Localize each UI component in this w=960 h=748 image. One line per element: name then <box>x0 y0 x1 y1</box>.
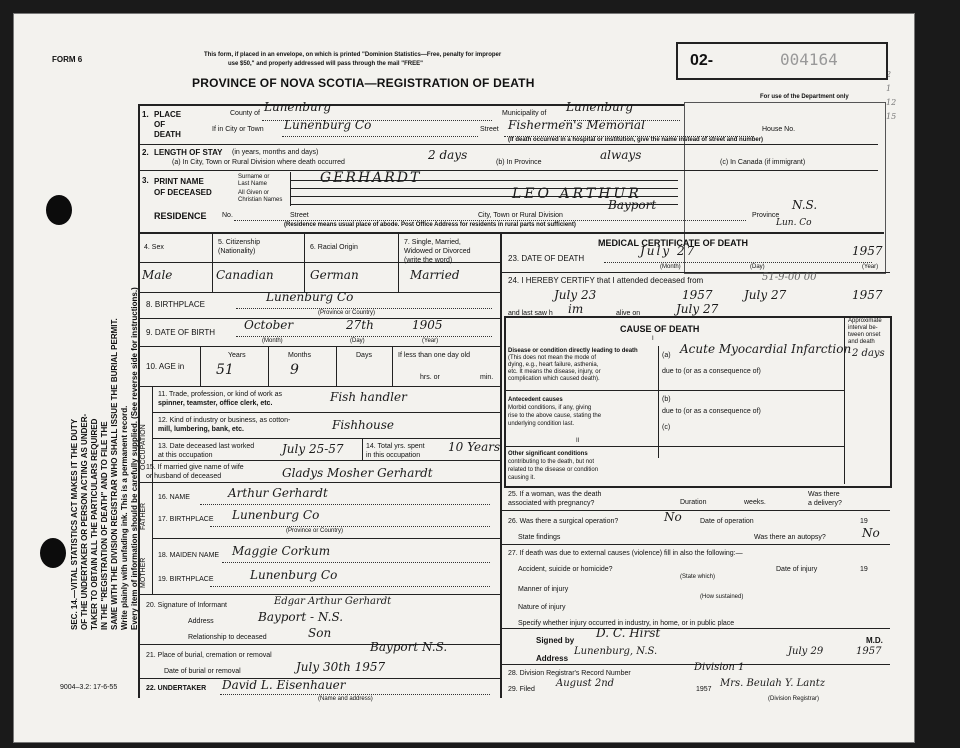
external-causes-label: 27. If death was due to external causes (violence) fill in also the following:— <box>508 550 743 557</box>
last-seen-label: and last saw h <box>508 310 553 317</box>
dod-day-sub: (Day) <box>750 264 765 270</box>
date-of-death-value: July 27 <box>640 244 697 258</box>
mother-birthplace-label: 19. BIRTHPLACE <box>158 576 214 583</box>
rule-line <box>282 136 478 137</box>
birthplace-label: 8. BIRTHPLACE <box>146 300 205 309</box>
filed-label: 29. Filed <box>508 686 535 693</box>
mother-side-label: MOTHER <box>140 557 147 588</box>
dod-year-sub: (Year) <box>862 264 879 270</box>
sex-value: Male <box>142 268 173 282</box>
section2-number: 2. <box>142 148 149 157</box>
rule-line <box>138 594 500 595</box>
citizenship-value: Canadian <box>216 268 274 282</box>
other-conditions-label: Other significant conditions contributing to the death, but not related to the disease or condition causing it. <box>508 451 599 481</box>
birthplace-value: Lunenburg Co <box>266 290 354 304</box>
place-note: (If death occurred in a hospital or institution, give the name instead of street and number) <box>508 137 764 143</box>
surname-label: Surname or Last Name <box>238 174 270 187</box>
mother-name-label: 18. MAIDEN NAME <box>158 552 220 559</box>
stay-b-value: always <box>600 148 642 162</box>
bottom-form-code: 9004–3.2: 17-6-55 <box>60 684 118 691</box>
min-label: min. <box>480 374 494 381</box>
marital-label: 7. Single, Married, Widowed or Divorced (write the word) <box>404 239 471 264</box>
rule-line <box>200 346 201 386</box>
physician-address-value: Lunenburg, N.S. <box>574 646 658 657</box>
age-months-value: 9 <box>290 362 299 378</box>
marital-value: Married <box>410 268 460 282</box>
rule-line <box>220 694 490 695</box>
operation-year-prefix: 19 <box>860 518 868 525</box>
dob-month: October <box>244 318 294 332</box>
weeks-label: weeks. <box>744 499 766 506</box>
father-side-label: FATHER <box>140 502 147 530</box>
father-birthplace-label: 17. BIRTHPLACE <box>158 516 214 523</box>
registrar-sub: (Division Registrar) <box>768 696 820 702</box>
physician-signed-year: 1957 <box>856 646 882 657</box>
rule-line <box>504 390 844 391</box>
residence-city-value: Bayport <box>608 198 657 212</box>
margin-notes: 2 1 12 15 <box>886 70 897 121</box>
given-names-value: LEO ARTHUR <box>512 186 642 202</box>
record-number-value: Division 1 <box>694 662 745 673</box>
mother-birthplace-value: Lunenburg Co <box>250 568 338 582</box>
informant-signature-value: Edgar Arthur Gerhardt <box>274 596 392 607</box>
last-worked-label: 13. Date deceased last worked at this occupation <box>158 443 255 459</box>
residence-note: (Residence means usual place of abode. Post Office Address for residents in rural parts not sufficient) <box>284 222 576 228</box>
trade-label: 11. Trade, profession, or kind of work as spinner, teamster, office clerk, etc. <box>158 391 282 407</box>
undertaker-value: David L. Eisenhauer <box>222 678 346 692</box>
rule-line <box>398 232 399 292</box>
autopsy-value: No <box>862 526 880 540</box>
rule-line <box>658 346 659 458</box>
rule-line <box>222 562 490 563</box>
attended-from: July 23 <box>554 288 597 302</box>
county-value: Lunenburg <box>264 100 332 114</box>
dob-year: 1905 <box>412 318 443 332</box>
md-label: M.D. <box>866 636 883 645</box>
rule-line <box>212 232 213 292</box>
registration-number: 004164 <box>780 50 838 69</box>
informant-address-label: Address <box>188 618 214 625</box>
house-label: House No. <box>762 126 796 133</box>
place-of-death-label: PLACE OF DEATH <box>154 110 182 139</box>
last-worked-value: July 25-57 <box>282 442 344 456</box>
day-sub: (Day) <box>350 338 365 344</box>
rule-line <box>138 482 500 483</box>
rule-line <box>236 308 492 309</box>
manner-label: Manner of injury <box>518 586 569 593</box>
injury-year-prefix: 19 <box>860 566 868 573</box>
date-of-death-label: 23. DATE OF DEATH <box>508 254 585 263</box>
sex-label: 4. Sex <box>144 244 164 251</box>
relationship-label: Relationship to deceased <box>188 634 267 641</box>
state-which-sub: (State which) <box>680 574 716 580</box>
industry-value: Fishhouse <box>332 418 394 432</box>
cause-a-value: Acute Myocardial Infarction <box>680 342 852 356</box>
rule-line <box>210 526 490 527</box>
spouse-label: 15. If married give name of wife or husband of deceased <box>146 464 244 480</box>
residence-no-label: No. <box>222 212 233 219</box>
roman-one: I <box>652 336 654 342</box>
mail-notice-line2: use $50," and properly addressed will pass through the mail "FREE" <box>228 61 423 67</box>
registration-prefix: 02- <box>690 52 714 69</box>
rule-line <box>138 232 884 234</box>
rule-line <box>392 346 393 386</box>
rule-line <box>500 272 890 273</box>
signed-by-label: Signed by <box>536 636 575 645</box>
stay-b-label: (b) In Province <box>496 159 542 166</box>
date-of-death-year: 1957 <box>852 244 883 258</box>
roman-two: II <box>576 438 580 444</box>
street-label: Street <box>480 126 499 133</box>
autopsy-label: Was there an autopsy? <box>754 534 826 541</box>
age-label: 10. AGE in <box>146 362 185 371</box>
length-of-stay-sub: (in years, months and days) <box>232 149 319 156</box>
alive-on-value: July 27 <box>676 302 719 316</box>
hrs-label: hrs. or <box>420 374 440 381</box>
rule-line <box>200 504 490 505</box>
rule-line <box>500 544 890 545</box>
relationship-value: Son <box>308 626 332 640</box>
section3-number: 3. <box>142 176 149 185</box>
year-sub: (Year) <box>422 338 439 344</box>
residence-city-label: City, Town or Rural Division <box>478 212 563 219</box>
attended-from-year: 1957 <box>682 288 713 302</box>
racial-origin-value: German <box>310 268 359 282</box>
days-label: Days <box>356 352 372 359</box>
total-years-value: 10 Years <box>448 440 501 454</box>
cause-b-label: (b) <box>662 396 671 403</box>
certify-label: 24. I HEREBY CERTIFY that I attended deceased from <box>508 276 704 285</box>
rule-line <box>500 628 890 629</box>
rule-line <box>210 586 490 587</box>
due-to-label-b: due to (or as a consequence of) <box>662 408 761 415</box>
delivery-label: Was there a delivery? <box>808 491 842 507</box>
rule-line <box>234 220 746 221</box>
dod-month-sub: (Month) <box>660 264 681 270</box>
residence-province-value: N.S. <box>792 198 818 212</box>
father-birthplace-sub: (Province or Country) <box>286 528 344 534</box>
burial-place-value: Bayport N.S. <box>370 640 448 654</box>
section1-number: 1. <box>142 110 149 119</box>
accident-label: Accident, suicide or homicide? <box>518 566 613 573</box>
rule-line <box>152 460 500 461</box>
burial-date-label: Date of burial or removal <box>164 668 241 675</box>
total-years-label: 14. Total yrs. spent in this occupation <box>366 443 425 459</box>
birthplace-sub: (Province or Country) <box>318 310 376 316</box>
disease-label: Disease or condition directly leading to death (This does not mean the mode of dying, e.g., heart failure, asthenia, etc. It means the disease, injury, or complication which caused death). <box>508 348 638 382</box>
industry-label: 12. Kind of industry or business, as cotton- mill, lumbering, bank, etc. <box>158 417 291 433</box>
form-title: PROVINCE OF NOVA SCOTIA—REGISTRATION OF DEATH <box>192 76 535 90</box>
dob-label: 9. DATE OF BIRTH <box>146 328 216 337</box>
certify-code: 51-9-00 00 <box>762 272 817 283</box>
record-number-label: 28. Division Registrar's Record Number <box>508 670 631 677</box>
trade-value: Fish handler <box>330 390 407 404</box>
cause-of-death-heading: CAUSE OF DEATH <box>620 324 700 334</box>
rule-line <box>290 172 291 206</box>
filed-date-value: August 2nd <box>556 678 615 689</box>
surname-value: GERHARDT <box>320 170 422 186</box>
county-label: County of <box>230 110 260 117</box>
rule-line <box>138 318 500 319</box>
signed-by-value: D. C. Hirst <box>596 626 661 640</box>
rule-line <box>152 438 500 439</box>
father-name-value: Arthur Gerhardt <box>228 486 328 500</box>
mother-name-value: Maggie Corkum <box>232 544 331 558</box>
rule-line <box>362 438 363 460</box>
rule-line <box>236 336 492 337</box>
occupation-side-label: OCCUPATION <box>140 424 147 470</box>
municipality-value: Lunenburg <box>566 100 634 114</box>
informant-signature-label: 20. Signature of Informant <box>146 602 227 609</box>
rule-line <box>504 446 844 447</box>
burial-date-value: July 30th 1957 <box>296 660 386 674</box>
form-number: FORM 6 <box>52 55 83 64</box>
medical-certificate-heading: MEDICAL CERTIFICATE OF DEATH <box>598 238 748 248</box>
dob-day: 27th <box>346 318 374 332</box>
age-years-value: 51 <box>216 362 234 378</box>
nature-label: Nature of injury <box>518 604 566 611</box>
punch-hole <box>46 195 72 225</box>
cause-a-interval: 2 days <box>852 348 885 359</box>
spouse-value: Gladys Mosher Gerhardt <box>282 466 433 480</box>
rule-line <box>500 510 890 511</box>
specify-label: Specify whether injury occurred in industry, in home, or in public place <box>518 620 735 627</box>
informant-address-value: Bayport - N.S. <box>258 610 344 624</box>
attended-to: July 27 <box>744 288 787 302</box>
less-than-day-label: If less than one day old <box>398 352 470 359</box>
city-label: If in City or Town <box>212 126 264 133</box>
citizenship-label: 5. Citizenship (Nationality) <box>218 239 261 255</box>
rule-line <box>138 346 500 347</box>
findings-label: State findings <box>518 534 561 541</box>
due-to-label-a: due to (or as a consequence of) <box>662 368 761 375</box>
pregnancy-label: 25. If a woman, was the death associated with pregnancy? <box>508 491 602 507</box>
stay-a-label: (a) In City, Town or Rural Division where death occurred <box>172 159 345 166</box>
residence-label: RESIDENCE <box>154 211 207 221</box>
antecedent-label: Antecedent causes Morbid conditions, if any, giving rise to the above cause, stating the underlying condition last. <box>508 397 602 427</box>
injury-date-label: Date of injury <box>776 566 818 573</box>
given-names-label: All Given or Christian Names <box>238 190 283 203</box>
rule-line <box>304 232 305 292</box>
rule-line <box>152 412 500 413</box>
rule-line <box>336 346 337 386</box>
filed-year-value: 1957 <box>696 686 712 693</box>
cause-a-label: (a) <box>662 352 671 359</box>
punch-hole <box>40 538 66 568</box>
rule-line <box>138 144 878 145</box>
undertaker-sub: (Name and address) <box>318 696 373 702</box>
operation-date-label: Date of operation <box>700 518 754 525</box>
length-of-stay-label: LENGTH OF STAY <box>154 148 223 157</box>
last-seen-value: im <box>568 302 584 316</box>
municipality-label: Municipality of <box>502 110 547 117</box>
residence-extra-value: Lun. Co <box>776 218 812 228</box>
mail-notice-line1: This form, if placed in an envelope, on which is printed "Dominion Statistics—Free, penalty for improper <box>204 52 502 58</box>
father-name-label: 16. NAME <box>158 494 190 501</box>
city-value: Lunenburg Co <box>284 118 372 132</box>
physician-signed-date: July 29 <box>788 646 824 657</box>
rule-line <box>138 386 500 387</box>
month-sub: (Month) <box>262 338 283 344</box>
registrar-signature: Mrs. Beulah Y. Lantz <box>720 678 825 689</box>
print-name-label: PRINT NAME OF DECEASED <box>154 177 212 197</box>
stay-c-label: (c) In Canada (if immigrant) <box>720 159 806 166</box>
how-sustained-sub: (How sustained) <box>700 594 744 600</box>
department-use-label: For use of the Department only <box>760 94 849 100</box>
father-birthplace-value: Lunenburg Co <box>232 508 320 522</box>
surgery-value: No <box>664 510 682 524</box>
stay-a-value: 2 days <box>428 148 468 162</box>
form-left-border <box>138 104 140 698</box>
years-label: Years <box>228 352 246 359</box>
attended-to-year: 1957 <box>852 288 883 302</box>
rule-line <box>138 170 878 171</box>
alive-on-label: alive on <box>616 310 641 317</box>
undertaker-label: 22. UNDERTAKER <box>146 685 207 692</box>
street-value: Fishermen's Memorial <box>508 118 645 132</box>
cause-c-label: (c) <box>662 424 671 431</box>
residence-province-label: Province <box>752 212 780 219</box>
rule-line <box>604 262 872 263</box>
physician-address-label: Address <box>536 654 569 663</box>
rule-line <box>268 346 269 386</box>
duration-label: Duration <box>680 499 707 506</box>
racial-origin-label: 6. Racial Origin <box>310 244 358 251</box>
months-label: Months <box>288 352 311 359</box>
burial-place-label: 21. Place of burial, cremation or removal <box>146 652 272 659</box>
residence-street-label: Street <box>290 212 309 219</box>
rule-line <box>152 538 500 539</box>
approx-interval-label: Approximate interval be- tween onset and death <box>848 318 882 345</box>
surgery-label: 26. Was there a surgical operation? <box>508 518 619 525</box>
